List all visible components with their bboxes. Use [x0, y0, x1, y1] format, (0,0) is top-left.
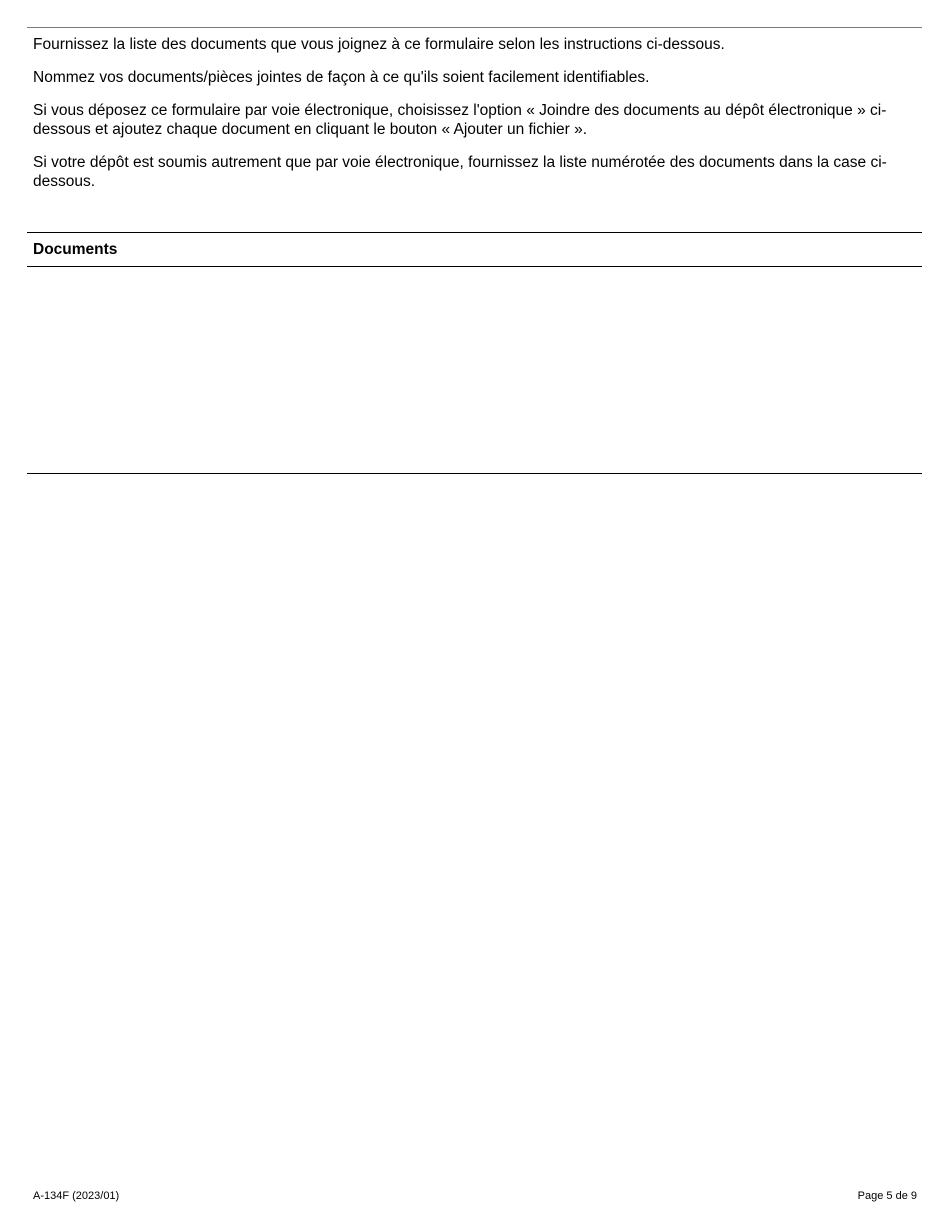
- documents-list-field[interactable]: [27, 268, 922, 473]
- instructions-block: [33, 35, 913, 205]
- documents-box-bottom-rule: [27, 473, 922, 474]
- instruction-non-electronic-filing: Si votre dépôt est soumis autrement que par voie électronique, fournissez la liste numérotée des documents dans la case ci-dessous.: [33, 154, 887, 190]
- instruction-electronic-filing: Si vous déposez ce formulaire par voie électronique, choisissez l'option « Joindre des documents au dépôt électronique » ci-dessous et ajoutez chaque document en cliquant le bouton « Ajouter un fichier ».: [33, 102, 887, 138]
- instruction-name-documents: Nommez vos documents/pièces jointes de façon à ce qu'ils soient facilement identifiables.: [33, 69, 650, 86]
- documents-section-title: Documents: [33, 241, 118, 258]
- documents-header-bottom-rule: [27, 266, 922, 267]
- form-code: A-134F (2023/01): [33, 1190, 120, 1202]
- page-number: Page 5 de 9: [857, 1190, 917, 1202]
- top-divider: [27, 27, 922, 28]
- documents-header-top-rule: [27, 232, 922, 233]
- instruction-list-documents: Fournissez la liste des documents que vous joignez à ce formulaire selon les instructions ci-dessous.: [33, 36, 725, 53]
